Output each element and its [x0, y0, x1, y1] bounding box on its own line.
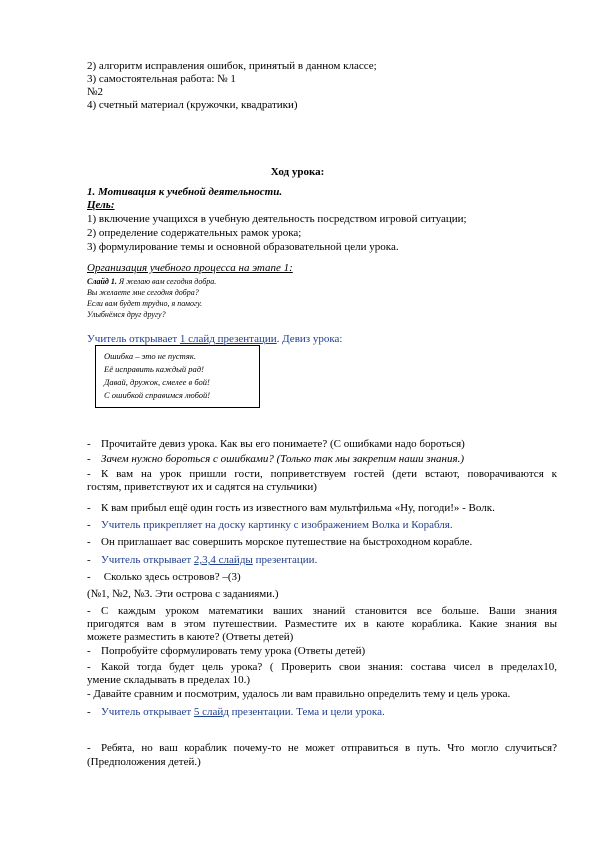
slide5-link[interactable]: 5 слайд	[193, 706, 229, 718]
slide1-link[interactable]: 1 слайд презентации	[179, 333, 277, 345]
item-10-text-1: С каждым уроком математики ваших знаний становится все больше. Ваши знания	[101, 605, 557, 617]
motto-line-4: С ошибкой справимся любой!	[104, 390, 211, 400]
motto-line-1: Ошибка – это не пустяк.	[104, 351, 196, 361]
item-15-line-1: - Ребята, но ваш кораблик почему-то не может отправиться в путь. Что могло случиться?	[87, 742, 557, 754]
item-8: - Сколько здесь островов? –(3)	[87, 571, 241, 583]
teacher-open-prefix: Учитель открывает	[87, 333, 180, 345]
item-12-text-1: Какой тогда будет цель урока? ( Проверить свои знания: состава чисел в пределах10,	[101, 661, 557, 673]
item-8-text: Сколько здесь островов? –(3)	[103, 571, 241, 583]
item-14-prefix: Учитель открывает	[101, 706, 194, 718]
item-1: - Прочитайте девиз урока. Как вы его понимаете? (С ошибками надо бороться)	[87, 438, 465, 450]
item-7-prefix: Учитель открывает	[101, 554, 194, 566]
goal-3: 3) формулирование темы и основной образовательной цели урока.	[87, 241, 399, 253]
slide-text-1: Я желаю вам сегодня добра.	[118, 277, 217, 286]
item-5-text: Учитель прикрепляет на доску картинку с изображением Волка и Корабля.	[101, 519, 453, 531]
goal-label: Цель:	[87, 199, 115, 211]
slide-label: Слайд 1.	[87, 277, 117, 286]
item-6-text: Он приглашает вас совершить морское путешествие на быстроходном корабле.	[101, 536, 473, 548]
item-15-line-2: (Предположения детей.)	[87, 756, 201, 768]
motto-box	[95, 345, 260, 408]
item-6: - Он приглашает вас совершить морское путешествие на быстроходном корабле.	[87, 536, 473, 548]
item-14-suffix: презентации. Тема и цели урока.	[228, 706, 385, 718]
motto-line-3: Давай, дружок, смелее в бой!	[104, 377, 210, 387]
slide1-line-1	[87, 276, 216, 287]
item-15-text-1: Ребята, но ваш кораблик почему-то не может отправиться в путь. Что могло случиться?	[101, 742, 557, 754]
item-2: - Зачем нужно бороться с ошибками? (Только так мы закрепим наши знания.)	[87, 453, 465, 465]
slides-234-link[interactable]: 2,3,4 слайды	[193, 554, 253, 566]
item-3-text-1: К вам на урок пришли гости, поприветствуем гостей (дети встают, поворачиваются к	[101, 468, 557, 480]
item-3-line-1: - К вам на урок пришли гости, поприветствуем гостей (дети встают, поворачиваются к	[87, 468, 557, 480]
item-10-line-2: пригодятся вам в этом путешествии. Разместите их в каюте кораблика. Какие знания вы	[87, 618, 557, 630]
item-11-text: Попробуйте сформулировать тему урока (Ответы детей)	[101, 645, 366, 657]
slide1-line-4: Улыбнёмся друг другу?	[87, 310, 166, 319]
item-5: - Учитель прикрепляет на доску картинку с изображением Волка и Корабля.	[87, 519, 453, 531]
materials-line-3: 3) самостоятельная работа: № 1	[87, 73, 236, 85]
org-label: Организация учебного процесса на этапе 1:	[87, 262, 293, 274]
materials-line-3b: №2	[87, 86, 103, 98]
item-11: - Попробуйте сформулировать тему урока (Ответы детей)	[87, 645, 366, 657]
item-4: - К вам прибыл ещё один гость из известного вам мультфильма «Ну, погоди!» - Волк.	[87, 502, 495, 514]
item-7-suffix: презентации.	[252, 554, 318, 566]
item-10-line-1: - С каждым уроком математики ваших знаний становится все больше. Ваши знания	[87, 605, 557, 617]
item-2-text: Зачем нужно бороться с ошибками? (Только так мы закрепим наши знания.)	[101, 453, 465, 465]
item-13: - Давайте сравним и посмотрим, удалось ли вам правильно определить тему и цель урока.	[87, 688, 511, 700]
materials-line-2: 2) алгоритм исправления ошибок, принятый в данном классе;	[87, 60, 377, 72]
materials-line-4: 4) счетный материал (кружочки, квадратики)	[87, 99, 298, 111]
item-1-text: Прочитайте девиз урока. Как вы его понимаете? (С ошибками надо бороться)	[101, 438, 465, 450]
item-3-line-2: гостям, приветствуют их и садятся на стульчики)	[87, 481, 317, 493]
item-12-line-1: - Какой тогда будет цель урока? ( Проверить свои знания: состава чисел в пределах10,	[87, 661, 557, 673]
slide1-line-2: Вы желаете мне сегодня добра?	[87, 288, 199, 297]
item-7: - Учитель открывает 2,3,4 слайды презентации.	[87, 554, 318, 566]
teacher-open-suffix: . Девиз урока:	[276, 333, 343, 345]
lesson-heading: Ход урока:	[270, 166, 325, 178]
slide1-line-3: Если вам будет трудно, я помогу.	[87, 299, 203, 308]
item-4-text: К вам прибыл ещё один гость из известного вам мультфильма «Ну, погоди!» - Волк.	[101, 502, 495, 514]
goal-1: 1) включение учащихся в учебную деятельность посредством игровой ситуации;	[87, 213, 467, 225]
item-14: - Учитель открывает 5 слайд презентации. Тема и цели урока.	[87, 706, 385, 718]
stage1-title: 1. Мотивация к учебной деятельности.	[87, 186, 283, 198]
goal-2: 2) определение содержательных рамок урока;	[87, 227, 302, 239]
item-10-line-3: можете разместить в каюте? (Ответы детей)	[87, 631, 294, 643]
motto-line-2: Её исправить каждый рад!	[104, 364, 204, 374]
item-12-line-2: умение складывать в пределах 10.)	[87, 674, 250, 686]
item-9: (№1, №2, №3. Эти острова с заданиями.)	[87, 588, 279, 600]
